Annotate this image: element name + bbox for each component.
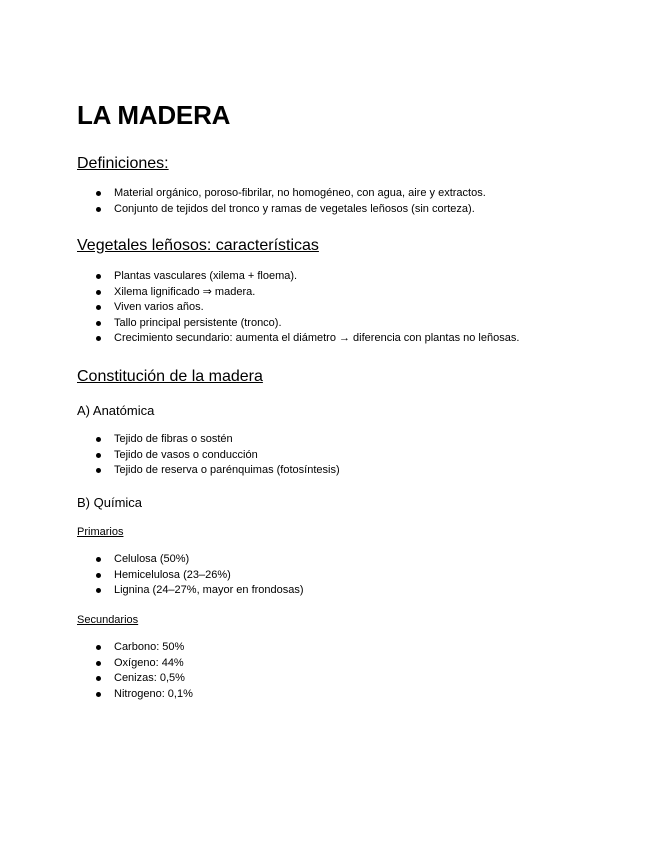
list-item <box>96 671 193 687</box>
list-item-text: Cenizas: 0,5% <box>114 672 185 685</box>
bullet-icon <box>96 274 101 279</box>
list-item-text: Conjunto de tejidos del tronco y ramas de vegetales leñosos (sin corteza). <box>114 202 475 215</box>
bullet-icon <box>96 588 101 593</box>
bullet-icon <box>96 191 101 196</box>
bullet-icon <box>96 676 101 681</box>
heading-quimica: B) Química <box>77 495 143 510</box>
list-item <box>96 186 486 202</box>
bullet-icon <box>96 321 101 326</box>
list-item <box>96 300 519 316</box>
list-item <box>96 331 519 347</box>
list-item-text: Tallo principal persistente (tronco). <box>114 316 282 329</box>
list-item-text: Nitrogeno: 0,1% <box>114 687 193 700</box>
list-item <box>96 583 304 599</box>
list-item-text: Celulosa (50%) <box>114 553 190 565</box>
heading-anatomica: A) Anatómica <box>77 403 155 418</box>
list-definiciones <box>96 186 486 217</box>
bullet-icon <box>96 437 101 442</box>
list-item <box>96 269 519 285</box>
bullet-icon <box>96 557 101 562</box>
list-item-text: Xilema lignificado ⇒ madera. <box>114 285 256 298</box>
bullet-icon <box>96 661 101 666</box>
list-item <box>96 656 193 672</box>
list-item-text: Lignina (24–27%, mayor en frondosas) <box>114 584 304 597</box>
list-item <box>96 202 486 218</box>
list-item-text: Tejido de vasos o conducción <box>114 448 258 461</box>
list-item-text: Material orgánico, poroso-fibrilar, no homogéneo, con agua, aire y extractos. <box>114 187 486 199</box>
document-title: LA MADERA <box>77 100 231 130</box>
list-primarios <box>96 552 304 599</box>
list-item <box>96 568 304 584</box>
bullet-icon <box>96 305 101 310</box>
list-item-text: Crecimiento secundario: aumenta el diámetro → diferencia con plantas no leñosas. <box>114 332 520 345</box>
list-item <box>96 463 340 479</box>
list-vegetales-lenosos <box>96 269 519 347</box>
heading-vegetales-lenosos: Vegetales leñosos: características <box>77 237 319 254</box>
list-item <box>96 448 340 464</box>
list-item-text: Oxígeno: 44% <box>114 656 184 669</box>
list-item-text: Tejido de reserva o parénquimas (fotosíntesis) <box>114 464 340 477</box>
bullet-icon <box>96 336 101 341</box>
list-item-text: Viven varios años. <box>114 301 204 314</box>
list-anatomica <box>96 432 340 479</box>
heading-definiciones: Definiciones: <box>77 155 169 172</box>
list-item <box>96 432 340 448</box>
bullet-icon <box>96 692 101 697</box>
list-item <box>96 316 519 332</box>
heading-constitucion: Constitución de la madera <box>77 368 263 385</box>
list-secundarios <box>96 640 193 702</box>
bullet-icon <box>96 207 101 212</box>
bullet-icon <box>96 645 101 650</box>
list-item <box>96 687 193 703</box>
list-item-text: Plantas vasculares (xilema + floema). <box>114 270 298 282</box>
bullet-icon <box>96 468 101 473</box>
list-item-text: Tejido de fibras o sostén <box>114 433 233 445</box>
list-item <box>96 552 304 568</box>
heading-primarios: Primarios <box>77 526 124 538</box>
bullet-icon <box>96 573 101 578</box>
list-item-text: Carbono: 50% <box>114 641 185 653</box>
list-item <box>96 285 519 301</box>
list-item <box>96 640 193 656</box>
list-item-text: Hemicelulosa (23–26%) <box>114 568 231 581</box>
heading-secundarios: Secundarios <box>77 614 139 626</box>
bullet-icon <box>96 453 101 458</box>
bullet-icon <box>96 290 101 295</box>
